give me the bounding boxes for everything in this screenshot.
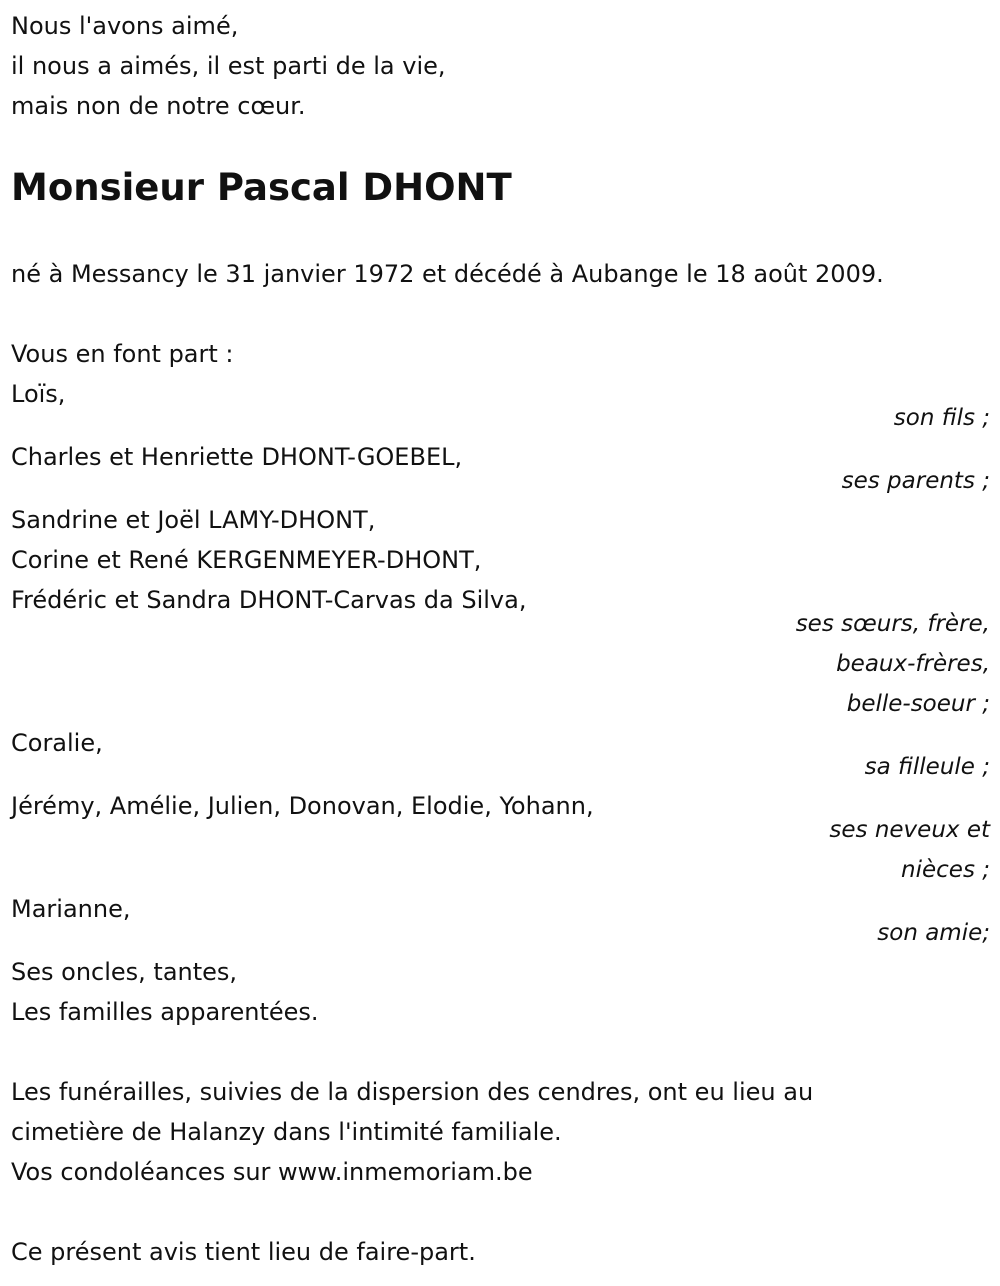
epitaph-line-1: Nous l'avons aimé,	[11, 12, 239, 40]
birth-death-line: né à Messancy le 31 janvier 1972 et décédé à Aubange le 18 août 2009.	[11, 260, 884, 288]
family-others-1: Ses oncles, tantes,	[11, 958, 238, 986]
family-nephews-relation-1: ses neveux et	[829, 817, 990, 843]
family-parents: Charles et Henriette DHONT-GOEBEL,	[11, 443, 463, 471]
epitaph-line-3: mais non de notre cœur.	[11, 92, 306, 120]
family-others-2: Les familles apparentées.	[11, 998, 319, 1026]
deceased-name: Monsieur Pascal DHONT	[11, 166, 512, 209]
family-siblings-relation-1: ses sœurs, frère,	[795, 611, 990, 637]
family-goddaughter: Coralie,	[11, 729, 103, 757]
family-son: Loïs,	[11, 380, 66, 408]
family-goddaughter-relation: sa filleule ;	[864, 754, 990, 780]
family-son-relation: son fils ;	[893, 405, 990, 431]
family-sibling-2: Corine et René KERGENMEYER-DHONT,	[11, 546, 482, 574]
family-siblings-relation-2: beaux-frères,	[836, 651, 990, 677]
family-friend: Marianne,	[11, 895, 131, 923]
family-sibling-1: Sandrine et Joël LAMY-DHONT,	[11, 506, 376, 534]
family-friend-relation: son amie;	[877, 920, 990, 946]
family-nephews: Jérémy, Amélie, Julien, Donovan, Elodie, Yohann,	[11, 792, 594, 820]
funeral-line-2: cimetière de Halanzy dans l'intimité familiale.	[11, 1118, 562, 1146]
closing-line: Ce présent avis tient lieu de faire-part.	[11, 1238, 476, 1266]
epitaph-line-2: il nous a aimés, il est parti de la vie,	[11, 52, 446, 80]
funeral-line-3: Vos condoléances sur www.inmemoriam.be	[11, 1158, 533, 1186]
funeral-line-1: Les funérailles, suivies de la dispersion des cendres, ont eu lieu au	[11, 1078, 814, 1106]
family-siblings-relation-3: belle-soeur ;	[846, 691, 990, 717]
family-parents-relation: ses parents ;	[841, 468, 990, 494]
announce-intro: Vous en font part :	[11, 340, 234, 368]
family-nephews-relation-2: nièces ;	[901, 857, 990, 883]
family-sibling-3: Frédéric et Sandra DHONT-Carvas da Silva,	[11, 586, 527, 614]
